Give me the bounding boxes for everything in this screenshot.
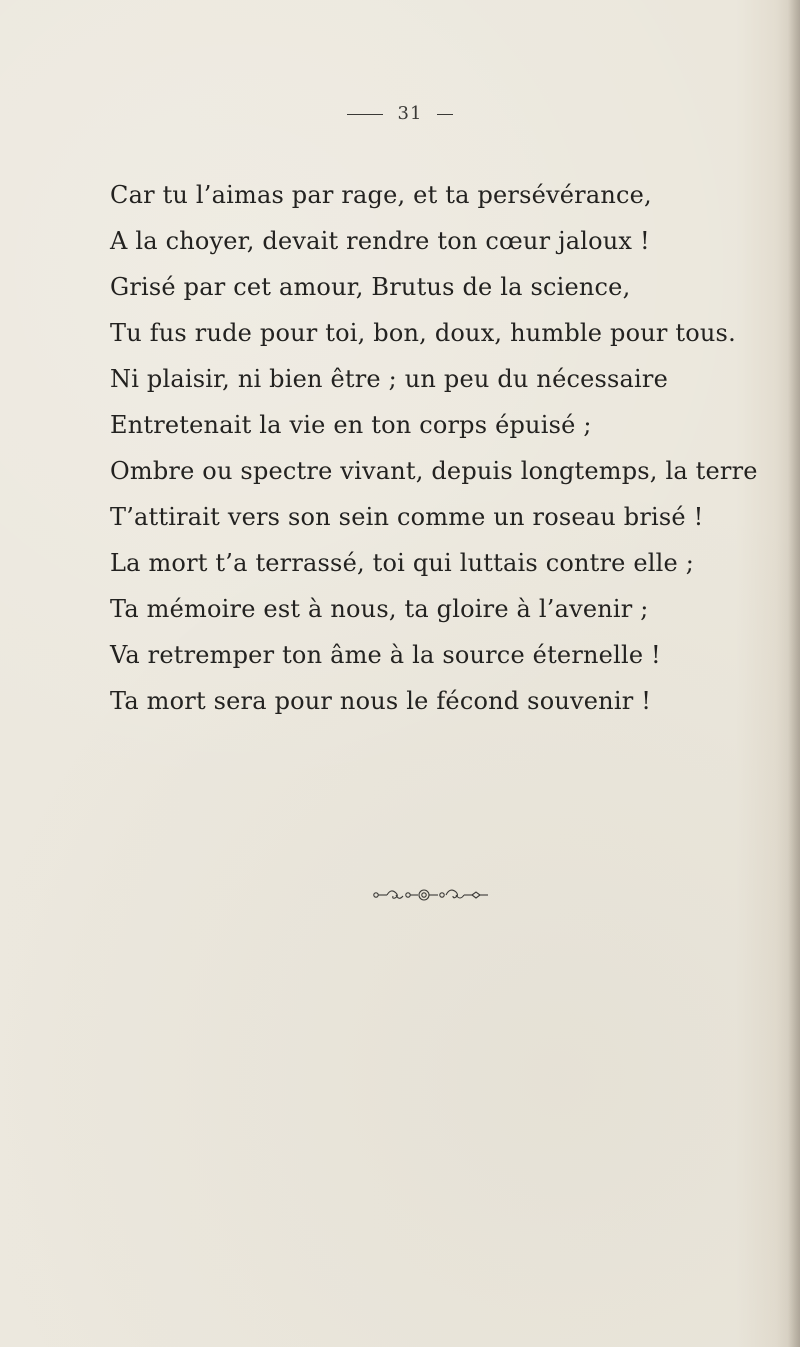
poem-line: Ta mémoire est à nous, ta gloire à l’avenir ;	[110, 595, 649, 623]
poem-line: Ta mort sera pour nous le fécond souvenir !	[110, 687, 652, 715]
poem-line: T’attirait vers son sein comme un roseau brisé !	[110, 503, 704, 531]
poem-line: A la choyer, devait rendre ton cœur jaloux !	[110, 227, 650, 255]
poem-line: Va retremper ton âme à la source éternelle !	[110, 641, 661, 669]
poem-line: Grisé par cet amour, Brutus de la science,	[110, 273, 631, 301]
page-number-left-dash	[347, 114, 383, 115]
page-number-right-dash	[437, 114, 453, 115]
poem-stanza	[110, 172, 770, 724]
poem-line: Car tu l’aimas par rage, et ta persévérance,	[110, 181, 652, 209]
page-number: 31	[397, 103, 423, 124]
poem-line: Ombre ou spectre vivant, depuis longtemps, la terre	[110, 457, 758, 485]
page-number-header	[0, 103, 800, 124]
poem-line: Tu fus rude pour toi, bon, doux, humble pour tous.	[110, 319, 736, 347]
poem-line: La mort t’a terrassé, toi qui luttais contre elle ;	[110, 549, 695, 577]
decorative-tailpiece-icon	[372, 883, 502, 907]
page-edge-shadow	[788, 0, 800, 1347]
poem-line: Ni plaisir, ni bien être ; un peu du nécessaire	[110, 365, 669, 393]
poem-line: Entretenait la vie en ton corps épuisé ;	[110, 411, 592, 439]
